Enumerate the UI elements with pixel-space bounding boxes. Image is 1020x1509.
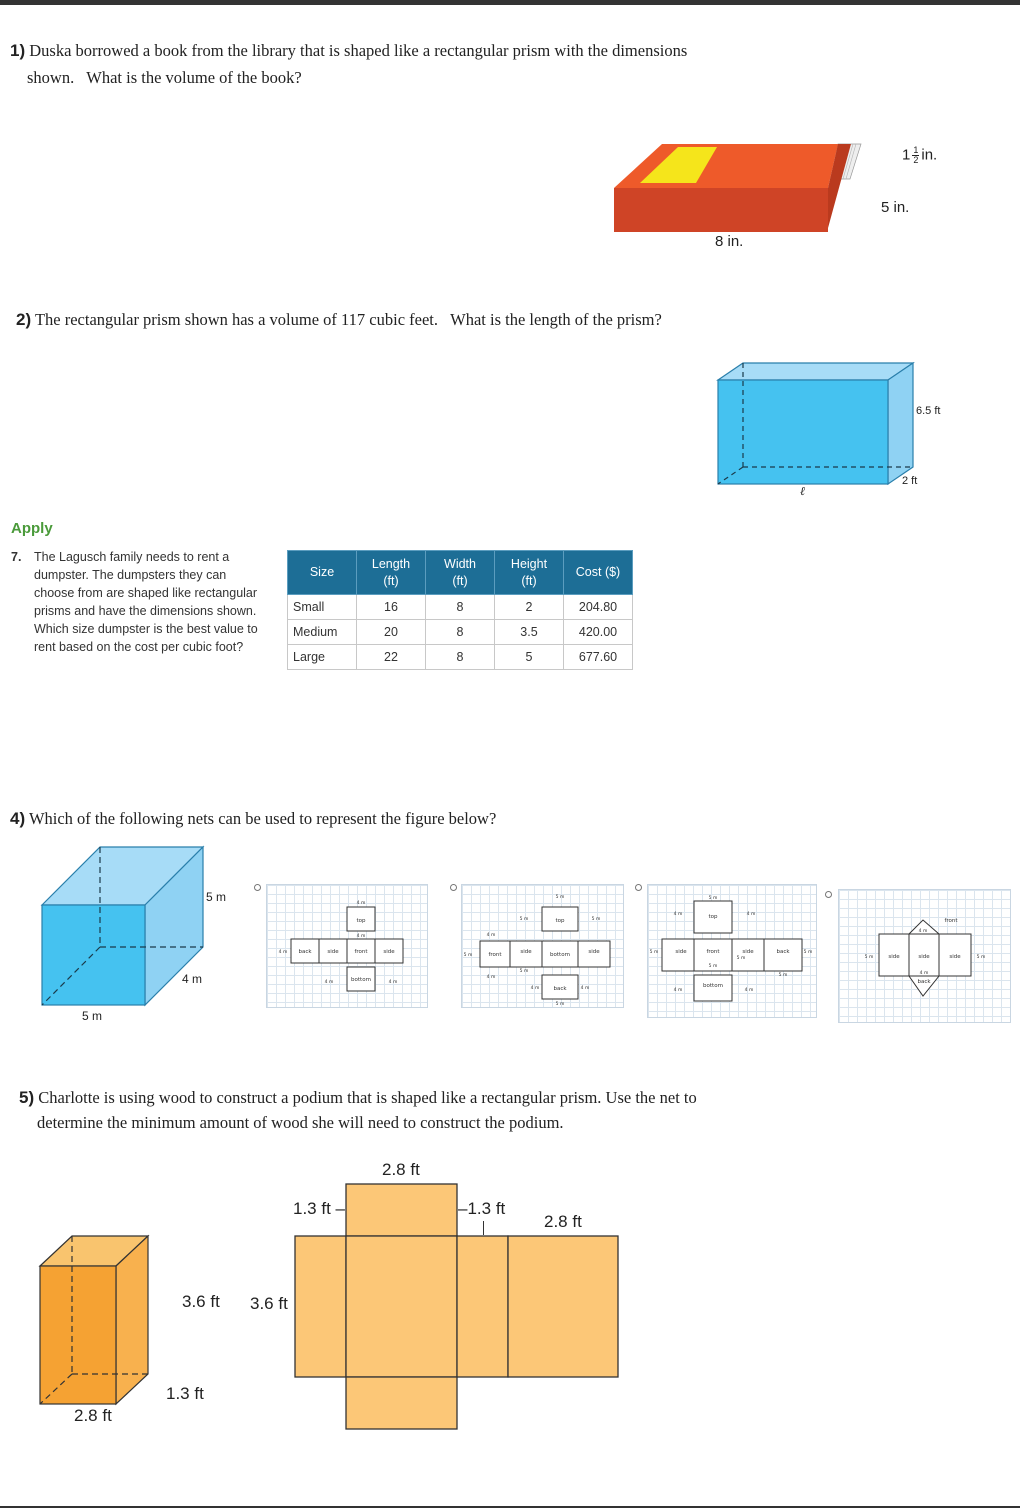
prism-length-label: ℓ xyxy=(800,484,805,498)
net-d-front: front xyxy=(944,918,958,924)
net-c-dim6: 5 m xyxy=(736,956,746,961)
table-cell: Large xyxy=(288,645,357,670)
table-cell: 2 xyxy=(495,595,564,620)
net-b-dim8: 4 m xyxy=(530,986,540,991)
apply-heading: Apply xyxy=(11,520,53,537)
question-1-text: Duska borrowed a book from the library that is shaped like a rectangular prism with the dimensions xyxy=(29,41,688,60)
net-d-dim3: 4 m xyxy=(919,971,929,976)
option-b-radio[interactable] xyxy=(450,884,457,891)
question-7-number: 7. xyxy=(11,550,22,564)
podium-depth-label: 1.3 ft xyxy=(166,1384,204,1403)
table-cell: 420.00 xyxy=(564,620,633,645)
podium-prism xyxy=(38,1234,188,1409)
question-2-text-b: What is the length of the prism? xyxy=(450,310,662,329)
net-a-side2: side xyxy=(383,949,395,955)
net-a-front: front xyxy=(354,949,368,955)
net-b-dim9: 4 m xyxy=(580,986,590,991)
question-1-number: 1) xyxy=(10,41,26,60)
net-b-dim10: 5 m xyxy=(555,1002,565,1007)
net-b-dim4: 4 m xyxy=(486,933,496,938)
net-b-side2: side xyxy=(588,949,600,955)
col-size: Size xyxy=(288,551,357,595)
net-a-back: back xyxy=(298,949,312,955)
net-top-width-label: 2.8 ft xyxy=(382,1160,420,1179)
podium-width-label: 2.8 ft xyxy=(74,1406,112,1425)
net-b-side1: side xyxy=(520,949,532,955)
table-cell: Small xyxy=(288,595,357,620)
net-c-dim10: 5 m xyxy=(778,973,788,978)
table-cell: 8 xyxy=(426,595,495,620)
question-4-text: Which of the following nets can be used to represent the figure below? xyxy=(28,809,497,828)
table-cell: 204.80 xyxy=(564,595,633,620)
question-5-number: 5) xyxy=(19,1088,35,1107)
bottom-border xyxy=(0,1506,1020,1508)
table-cell: 20 xyxy=(357,620,426,645)
question-5-line2: determine the minimum amount of wood she will need to construct the podium. xyxy=(37,1113,564,1132)
net-face-bottom xyxy=(346,1377,457,1429)
net-depth-tick xyxy=(483,1221,484,1235)
col-cost: Cost ($) xyxy=(564,551,633,595)
table-cell: 8 xyxy=(426,620,495,645)
question-4-line xyxy=(10,806,496,832)
net-right-width-label: 2.8 ft xyxy=(544,1212,582,1231)
question-1-line1 xyxy=(10,38,687,64)
net-a-bottom: bottom xyxy=(351,977,371,983)
table-cell: 677.60 xyxy=(564,645,633,670)
question-2-line xyxy=(16,307,662,333)
book-height-label: 1 $\frac{1}{2}$ in. xyxy=(902,145,938,165)
prism-figure xyxy=(715,360,920,490)
book-figure xyxy=(600,140,870,240)
net-a-dim1: 4 m xyxy=(356,901,366,906)
net-b-bottom: bottom xyxy=(550,952,570,958)
height-fraction: $\frac{1}{2}$ xyxy=(913,145,919,165)
net-face-left xyxy=(295,1236,346,1377)
table-cell: 3.5 xyxy=(495,620,564,645)
prism-side xyxy=(888,363,913,484)
table-cell: 16 xyxy=(357,595,426,620)
net-face-top xyxy=(346,1184,457,1236)
net-c-side1: side xyxy=(675,949,687,955)
net-c-drawing xyxy=(648,885,816,1017)
net-a-drawing xyxy=(267,885,427,1007)
table-cell: 8 xyxy=(426,645,495,670)
net-d-dim1: 4 m xyxy=(918,929,928,934)
question-5-text: Charlotte is using wood to construct a podium that is shaped like a rectangular prism. Use the net to xyxy=(38,1088,697,1107)
net-c-dim1: 5 m xyxy=(708,896,718,901)
table-row xyxy=(288,595,633,620)
table-cell: 22 xyxy=(357,645,426,670)
net-c-front: front xyxy=(706,949,720,955)
net-left-depth-label: 1.3 ft – xyxy=(293,1199,345,1218)
net-b-front: front xyxy=(488,952,502,958)
net-a-side1: side xyxy=(327,949,339,955)
option-c-radio[interactable] xyxy=(635,884,642,891)
net-face-front xyxy=(346,1236,457,1377)
net-option-c[interactable] xyxy=(647,884,817,1018)
net-a-dim3: 4 m xyxy=(278,950,288,955)
col-length: Length (ft) xyxy=(357,551,426,595)
net-c-back: back xyxy=(776,949,790,955)
book-cover-side xyxy=(614,188,828,232)
prism-depth-label: 2 ft xyxy=(902,475,918,487)
question-7 xyxy=(11,548,261,656)
book-width-label: 5 in. xyxy=(881,199,910,216)
table-row xyxy=(288,620,633,645)
question-5-line1 xyxy=(19,1085,697,1111)
col-height: Height (ft) xyxy=(495,551,564,595)
table-cell: Medium xyxy=(288,620,357,645)
dumpster-table xyxy=(287,550,633,670)
book-length-label: 8 in. xyxy=(715,233,744,250)
net-face-back xyxy=(508,1236,618,1377)
net-c-side2: side xyxy=(742,949,754,955)
prism-top xyxy=(718,363,913,380)
net-d-dim4: 5 m xyxy=(976,955,986,960)
option-a-radio[interactable] xyxy=(254,884,261,891)
podium-height-label: 3.6 ft xyxy=(182,1292,220,1311)
net-d-side2: side xyxy=(918,954,930,960)
net-option-b[interactable] xyxy=(461,884,624,1008)
net-b-dim2: 5 m xyxy=(519,917,529,922)
net-c-dim3: 4 m xyxy=(746,912,756,917)
cube-width-label: 5 m xyxy=(82,1009,103,1023)
net-d-dim2: 5 m xyxy=(864,955,874,960)
net-d-side3: side xyxy=(949,954,961,960)
prism-height-label: 6.5 ft xyxy=(916,405,941,417)
question-7-text: The Lagusch family needs to rent a dumpster. The dumpsters they can choose from are shaped like rectangular prisms and have the dimensions shown. Which size dumpster is the best value to rent based on the cost per cubic foot? xyxy=(34,550,258,654)
net-a-dim2: 4 m xyxy=(356,934,366,939)
net-d-back: back xyxy=(917,979,931,985)
net-b-dim7: 5 m xyxy=(519,969,529,974)
net-right-depth-label: –1.3 ft xyxy=(458,1199,506,1218)
net-c-bottom: bottom xyxy=(703,983,723,989)
net-a-dim4: 4 m xyxy=(324,980,334,985)
cube-depth-label: 4 m xyxy=(182,972,203,986)
net-height-label: 3.6 ft xyxy=(250,1294,288,1313)
net-b-dim5: 5 m xyxy=(463,953,473,958)
net-option-a[interactable] xyxy=(266,884,428,1008)
net-c-dim4: 5 m xyxy=(649,950,659,955)
prism-front xyxy=(718,380,888,484)
table-cell: 5 xyxy=(495,645,564,670)
podium-side xyxy=(116,1236,148,1404)
net-c-dim8: 4 m xyxy=(673,988,683,993)
net-a-top: top xyxy=(356,918,366,924)
net-d-side1: side xyxy=(888,954,900,960)
top-border xyxy=(0,0,1020,5)
net-b-dim6: 4 m xyxy=(486,975,496,980)
question-2-number: 2) xyxy=(16,310,32,329)
cube-height-label: 5 m xyxy=(206,890,227,904)
table-row xyxy=(288,645,633,670)
net-b-top: top xyxy=(555,918,565,924)
net-c-dim7: 5 m xyxy=(803,950,813,955)
net-a-dim5: 4 m xyxy=(388,980,398,985)
net-c-dim5: 5 m xyxy=(708,964,718,969)
net-c-top: top xyxy=(708,914,718,920)
net-face-right xyxy=(457,1236,508,1377)
net-b-dim3: 5 m xyxy=(591,917,601,922)
net-option-d[interactable] xyxy=(838,889,1011,1023)
table-header-row xyxy=(288,551,633,595)
question-2-text-a: The rectangular prism shown has a volume of 117 cubic feet. xyxy=(34,310,439,329)
net-b-dim1: 5 m xyxy=(555,895,565,900)
podium-front xyxy=(40,1266,116,1404)
question-4-number: 4) xyxy=(10,809,26,828)
net-d-drawing xyxy=(839,890,1010,1022)
question-1-line2: shown. What is the volume of the book? xyxy=(27,68,302,87)
net-b-back: back xyxy=(553,986,567,992)
option-d-radio[interactable] xyxy=(825,891,832,898)
net-b-drawing xyxy=(462,885,623,1007)
col-width: Width (ft) xyxy=(426,551,495,595)
net-c-dim2: 4 m xyxy=(673,912,683,917)
net-c-dim9: 4 m xyxy=(744,988,754,993)
